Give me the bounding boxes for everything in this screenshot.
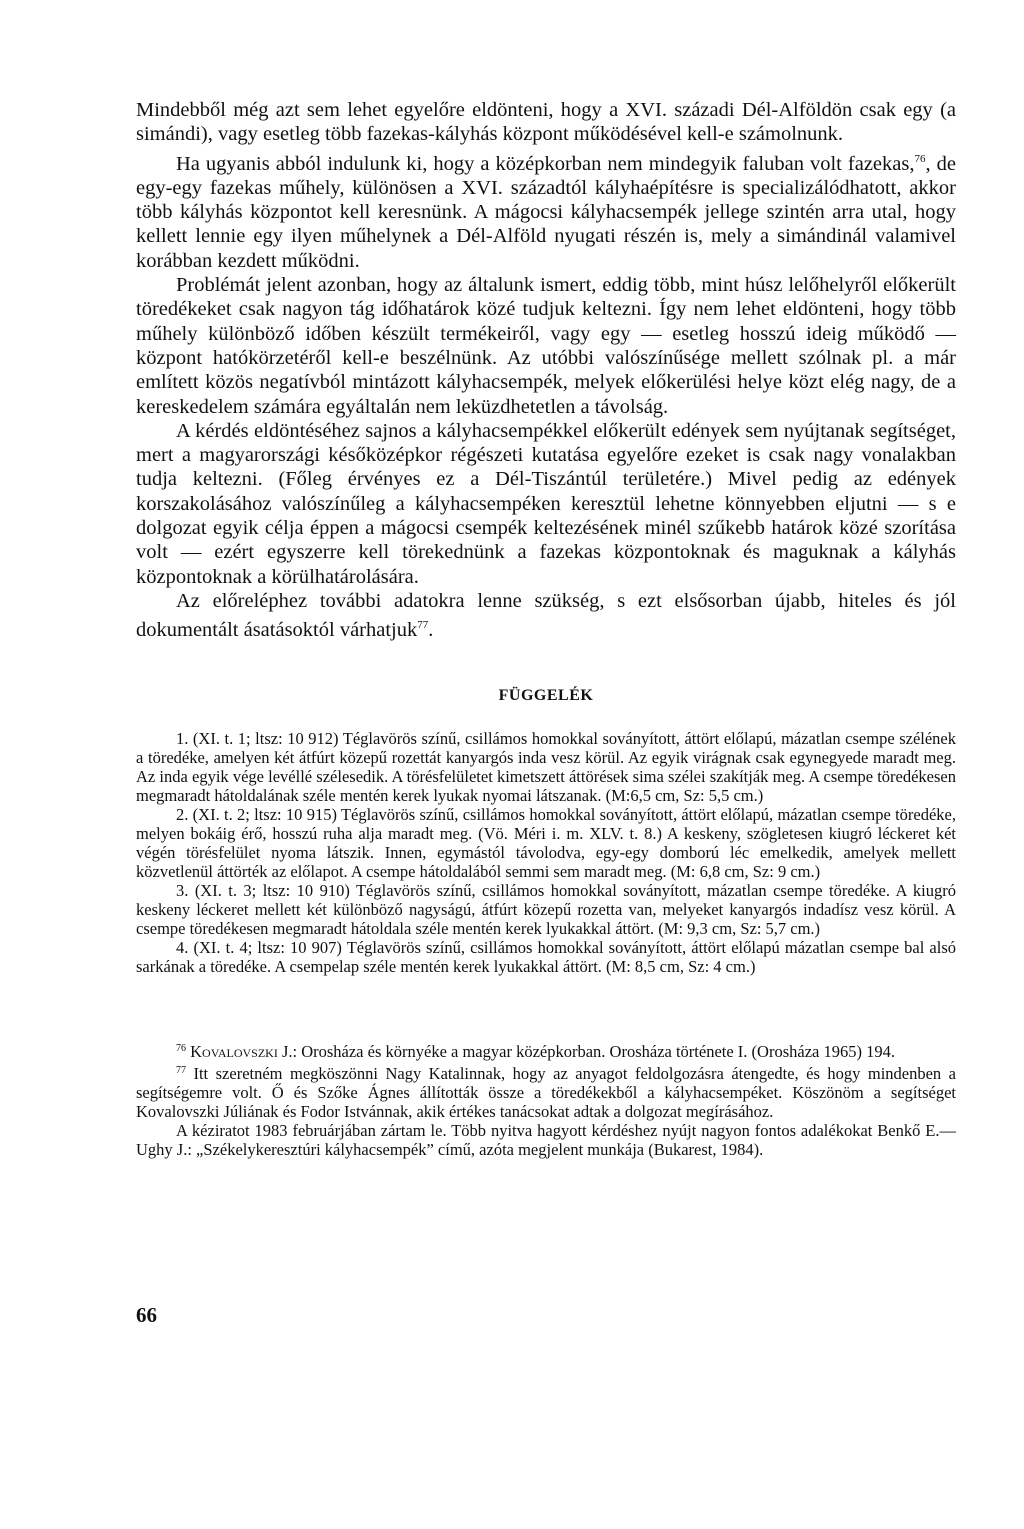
main-text [136, 98, 956, 643]
document-page [136, 98, 956, 1159]
appendix-list [136, 729, 956, 976]
paragraph-2-text-a: Ha ugyanis abból indulunk ki, hogy a középkorban nem mindegyik faluban volt fazekas, [176, 152, 915, 175]
footnote-ref-76: 76 [914, 152, 926, 165]
page-number: 66 [136, 1303, 157, 1327]
footnote-77-text: Itt szeretném megköszönni Nagy Katalinnak, hogy az anyagot feldolgozásra átengedte, és hogy mindenben a segítségemre volt. Ő és Szőke Ágnes állították össze a töredékekből a kályhacsempéket. Köszönöm a segítséget Kovalovszki Júliának és Fodor Istvánnak, akik értékes tanácsokat adtak a dolgozat megírásához. [136, 1063, 956, 1121]
appendix-item: 2. (XI. t. 2; ltsz: 10 915) Téglavörös színű, csillámos homokkal soványított, áttört előlapú, mázatlan csempe töredéke, melyen bokáig érő, hosszú ruha alja maradt meg. (Vö. Méri i. m. XLV. t. 8.) A keskeny, szögletesen kiugró léckeret két végén törésfelület nyoma látszik. Innen, egymástól távolodva, egy-egy domború léc emelkedik, amelyek mellett közvetlenül áttörték az előlapot. A csempe hátoldalából semmi sem maradt meg. (M: 6,8 cm, Sz: 9 cm.) [136, 804, 956, 881]
footnote-76 [136, 1039, 956, 1061]
appendix-heading: FÜGGELÉK [498, 686, 594, 704]
paragraph-4: A kérdés eldöntéséhez sajnos a kályhacsempékkel előkerült edények sem nyújtanak segítséget, mert a magyarországi későközépkor régészeti kutatása egyelőre ezeket is csak nagy vonalakban tudja keltezni. (Főleg érvényes ez a Dél-Tiszántúl területére.) Mivel pedig az edények korszakolásához valószínűleg a kályhacsempéken keresztül lehetne könnyebben eljutni — s e dolgozat egyik célja éppen a mágocsi csempék keltezésének minél szűkebb határok közé szorítása volt — ezért egyszerre kell törekednünk a fazekas központoknak és maguknak a kályhás központoknak a körülhatárolására. [136, 419, 956, 588]
paragraph-2 [136, 147, 956, 273]
footnotes [136, 1039, 956, 1159]
footnote-76-marker: 76 [176, 1042, 186, 1054]
paragraph-1: Mindebből még azt sem lehet egyelőre eldönteni, hogy a XVI. századi Dél-Alföldön csak egy (a simándi), vagy esetleg több fazekas-kályhás központ működésével kell-e számolnunk. [136, 99, 956, 146]
appendix-item: 4. (XI. t. 4; ltsz: 10 907) Téglavörös színű, csillámos homokkal soványított, áttört előlapú mázatlan csempe bal alsó sarkának a töredéke. A csempelap széle mentén kerek lyukakkal áttört. (M: 8,5 cm, Sz: 4 cm.) [136, 937, 956, 976]
paragraph-2-text-b: , de egy-egy fazekas műhely, különösen a XVI. századtól kályhaépítésre is specializálódhatott, akkor több kályhás központot kell keresnünk. A mágocsi kályhacsempék jellege szintén arra utal, hogy kellett lennie egy ilyen műhelynek a Dél-Alföld nyugati részén is, mely a simándinál valamivel korábban kezdett működni. [136, 152, 956, 272]
footnote-77 [136, 1061, 956, 1121]
footnote-77-marker: 77 [176, 1064, 186, 1076]
footnote-ref-77: 77 [417, 619, 429, 632]
appendix-item: 3. (XI. t. 3; ltsz: 10 910) Téglavörös színű, csillámos homokkal soványított, mázatlan csempe töredéke. A kiugró keskeny léckeret mellett két különböző nagyságú, átfúrt közepű rozetta van, melyeket kanyargós indadísz vesz körül. A csempe töredékesen megmaradt hátoldala széle mentén kerek lyukakkal áttört. (M: 9,3 cm, Sz: 5,7 cm.) [136, 880, 956, 938]
closing-note: A kéziratot 1983 februárjában zártam le. Több nyitva hagyott kérdéshez nyújt nagyon fontos adalékokat Benkő E.—Ughy J.: „Székelykeresztúri kályhacsempék” című, azóta megjelent munkája (Bukarest, 1984). [136, 1120, 956, 1159]
appendix-item: 1. (XI. t. 1; ltsz: 10 912) Téglavörös színű, csillámos homokkal soványított, áttört előlapú, mázatlan csempe szélének a töredéke, amelyen két átfúrt közepű rozettát kanyargós inda vesz körül. Az egyik virágnak csak egynegyede maradt meg. Az inda egyik vége levéllé szélesedik. A törésfelületet kimetszett áttörések sima szélei szakítják meg. A csempe töredékesen megmaradt hátoldalának széle mentén kerek lyukak nyomai látszanak. (M:6,5 cm, Sz: 5,5 cm.) [136, 728, 956, 805]
paragraph-5-text-b: . [428, 619, 434, 642]
footnote-76-author: Kovalovszki [190, 1041, 278, 1061]
paragraph-3: Problémát jelent azonban, hogy az általunk ismert, eddig több, mint húsz lelőhelyről előkerült töredékeket csak nagyon tág időhatárok közé tudjuk keltezni. Így nem lehet eldönteni, hogy több műhely különböző időben készült termékeiről, vagy egy — esetleg hosszú ideig működő — központ hatókörzetéről kell-e beszélnünk. Az utóbbi valószínűsége mellett szólnak pl. a már említett közös negatívból mintázott kályhacsempék, melyek előkerülési helye közt elég nagy, de a kereskedelem számára egyáltalán nem leküzdhetetlen a távolság. [136, 274, 956, 418]
paragraph-5 [136, 589, 956, 643]
footnote-76-text: J.: Orosháza és környéke a magyar középkorban. Orosháza története I. (Orosháza 1965) 194. [277, 1041, 895, 1061]
paragraph-5-text-a: Az előreléphez további adatokra lenne szükség, s ezt elsősorban újabb, hiteles és jól dokumentált ásatásoktól várhatjuk [136, 589, 956, 642]
